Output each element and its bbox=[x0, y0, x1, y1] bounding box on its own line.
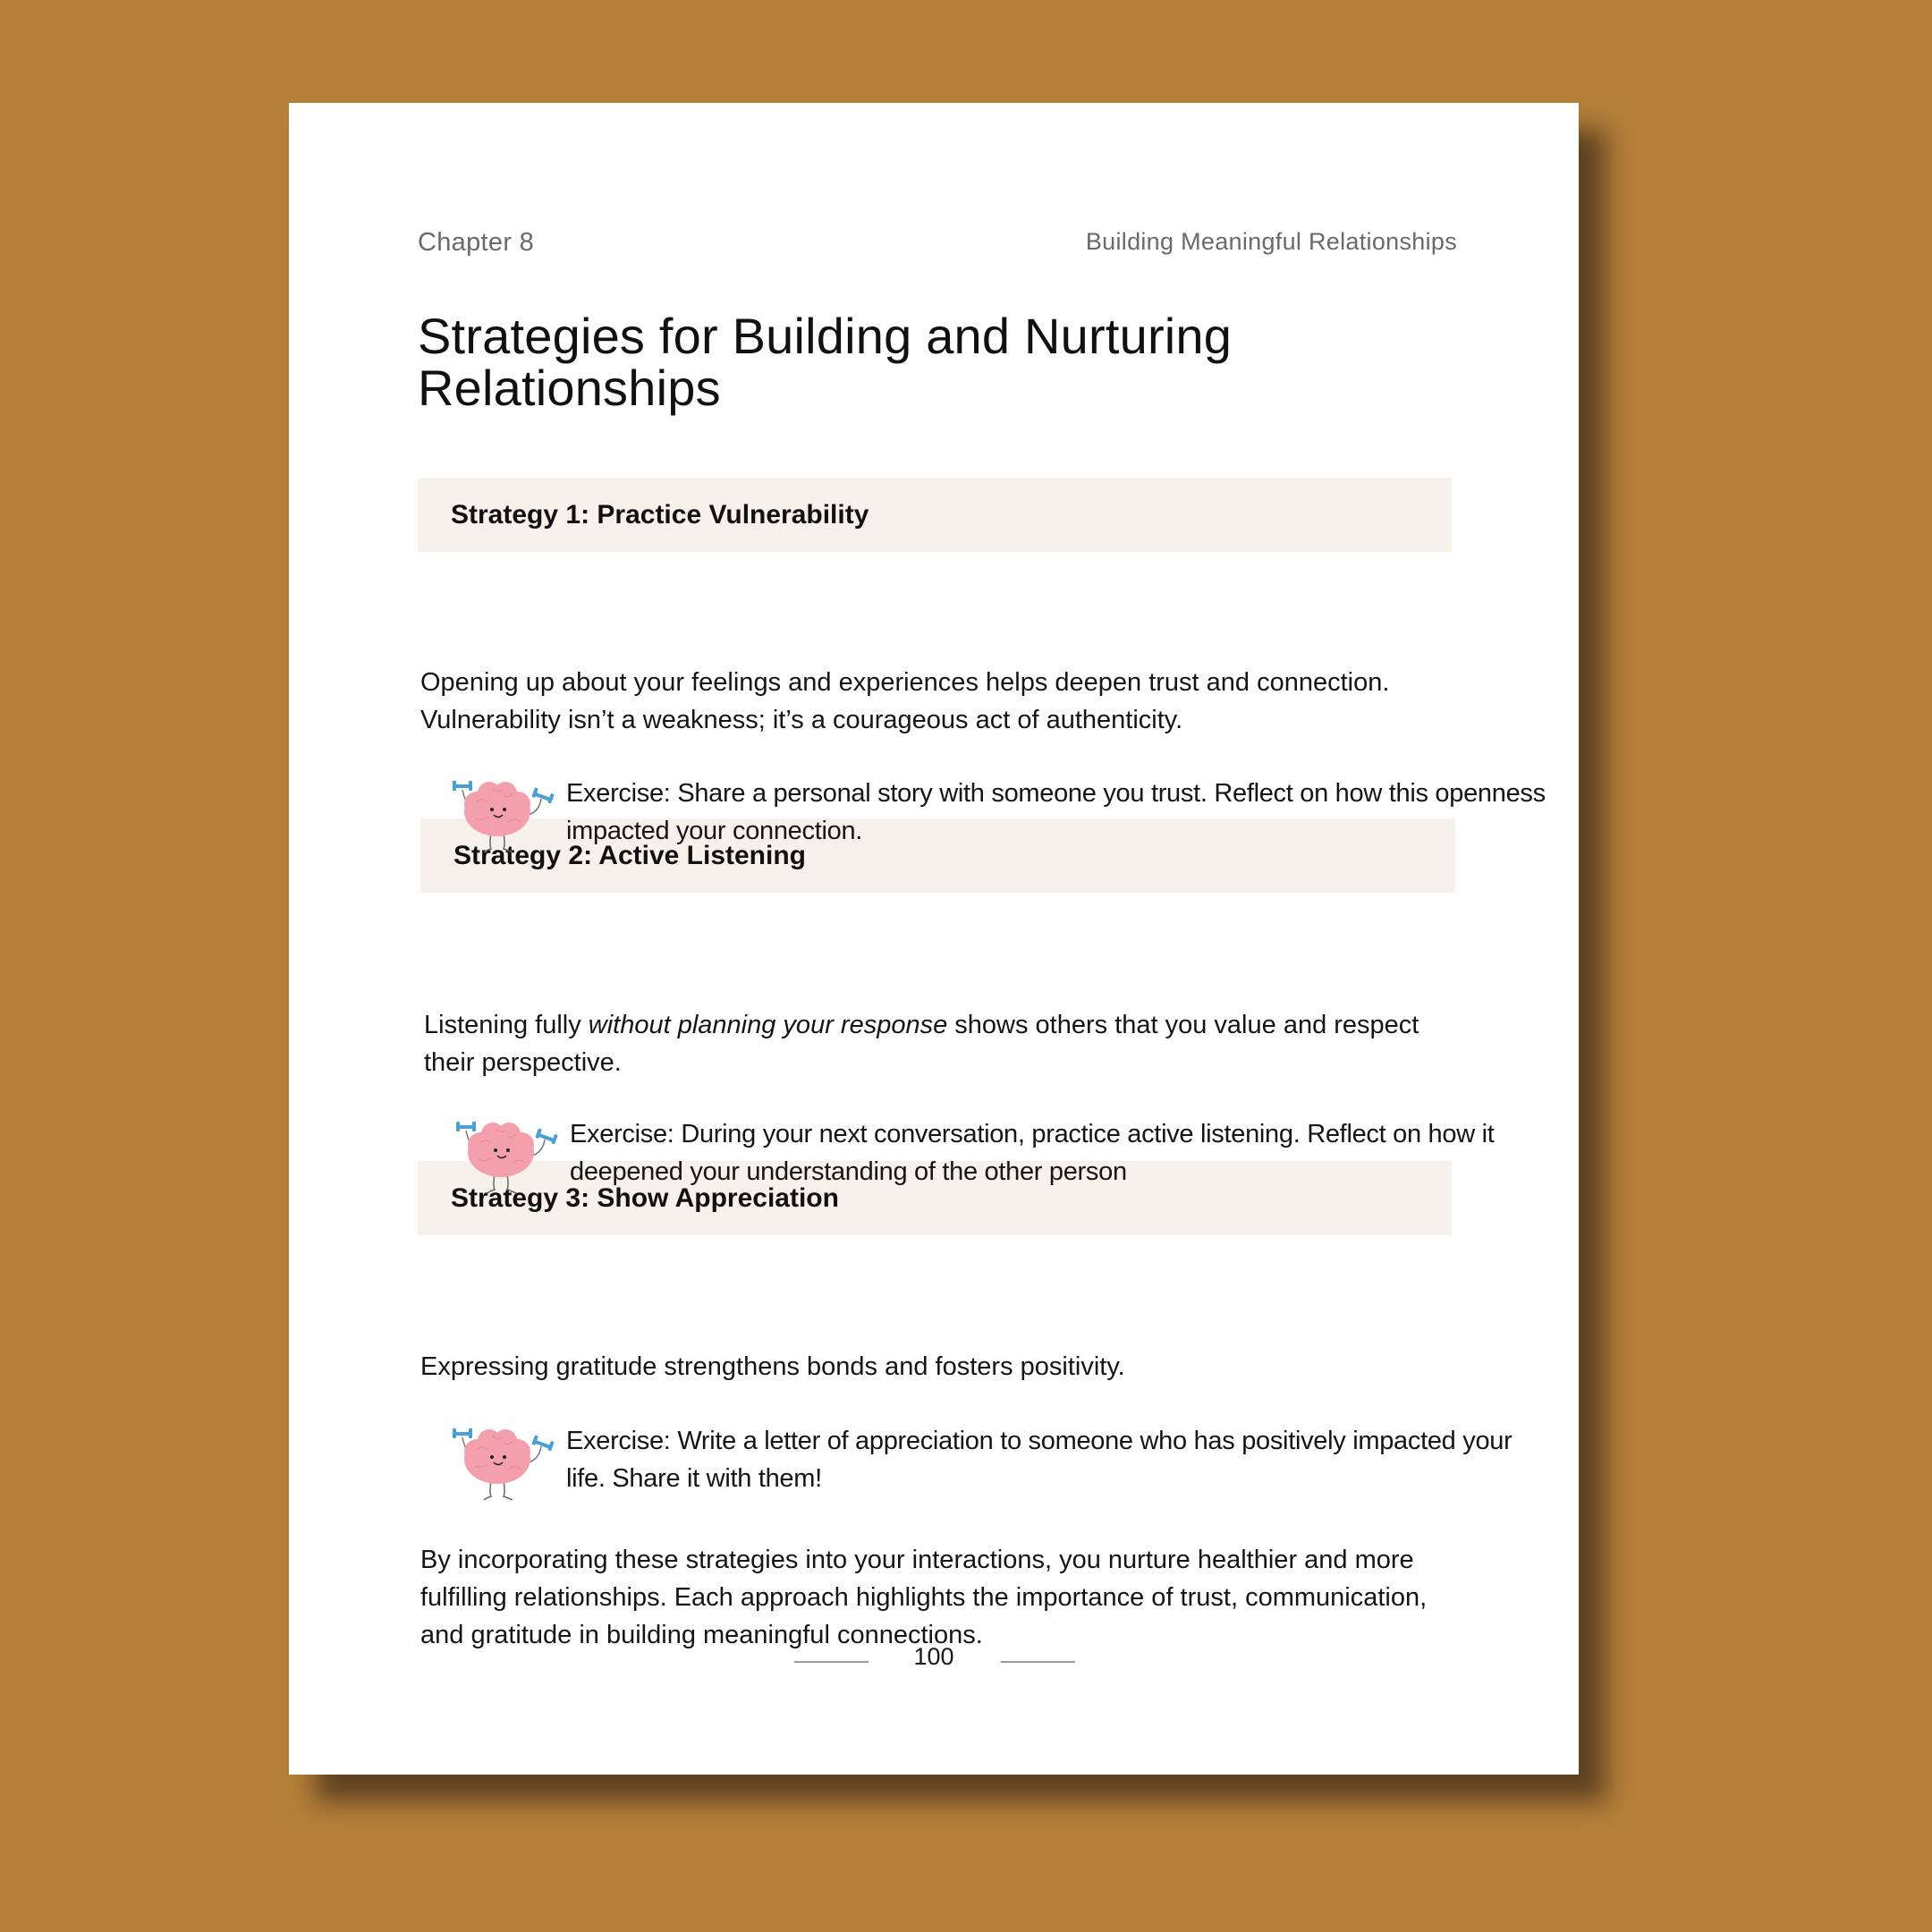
strategy-body: Expressing gratitude strengthens bonds and fosters positivity. bbox=[420, 1352, 1125, 1381]
body-text-end: shows others that you value and respect their perspective. bbox=[424, 1011, 1419, 1077]
footer-rule-right bbox=[1001, 1661, 1075, 1663]
strategy-heading: Strategy 2: Active Listening bbox=[453, 841, 806, 870]
brain-lifting-dumbbells-icon bbox=[450, 775, 555, 854]
exercise-text: Exercise: During your next conversation, practice active listening. Reflect on how it deepened your understanding of the other person bbox=[570, 1120, 1495, 1186]
body-text-emphasis: without planning your response bbox=[588, 1011, 948, 1039]
brain-mascot bbox=[456, 1122, 558, 1193]
brain-lifting-dumbbells-icon bbox=[450, 1423, 555, 1502]
brain-lifting-dumbbells-icon bbox=[453, 1116, 559, 1195]
strategy-heading: Strategy 3: Show Appreciation bbox=[451, 1183, 839, 1213]
chapter-label: Chapter 8 bbox=[418, 228, 535, 257]
exercise-text: Exercise: Write a letter of appreciation to someone who has positively impacted your life. Share it with them! bbox=[566, 1427, 1513, 1493]
page-number: 100 bbox=[913, 1643, 954, 1670]
conclusion-paragraph: By incorporating these strategies into your interactions, you nurture healthier and more fulfilling relationships. Each approach highlights the importance of trust, communication, and gratitude in building meaningful connections. bbox=[420, 1546, 1428, 1649]
exercise-block bbox=[453, 1116, 1554, 1195]
book-page bbox=[289, 103, 1579, 1775]
strategy-body: Opening up about your feelings and experiences helps deepen trust and connection. Vulnerability isn’t a weakness; it’s a courageous act of authenticity. bbox=[420, 668, 1390, 734]
exercise-text: Exercise: Share a personal story with someone you trust. Reflect on how this openness impacted your connection. bbox=[566, 779, 1546, 845]
exercise-block bbox=[450, 1423, 1550, 1502]
page-title: Strategies for Building and Nurturing Relationships bbox=[418, 308, 1233, 416]
body-text-start: Listening fully bbox=[424, 1011, 589, 1039]
strategy-body bbox=[424, 1006, 1444, 1081]
chapter-title: Building Meaningful Relationships bbox=[1085, 228, 1457, 255]
strategy-heading: Strategy 1: Practice Vulnerability bbox=[451, 500, 869, 530]
brain-mascot bbox=[453, 781, 555, 852]
exercise-block bbox=[450, 775, 1550, 854]
brain-mascot bbox=[453, 1428, 555, 1500]
strategy-heading-box bbox=[418, 478, 1452, 552]
